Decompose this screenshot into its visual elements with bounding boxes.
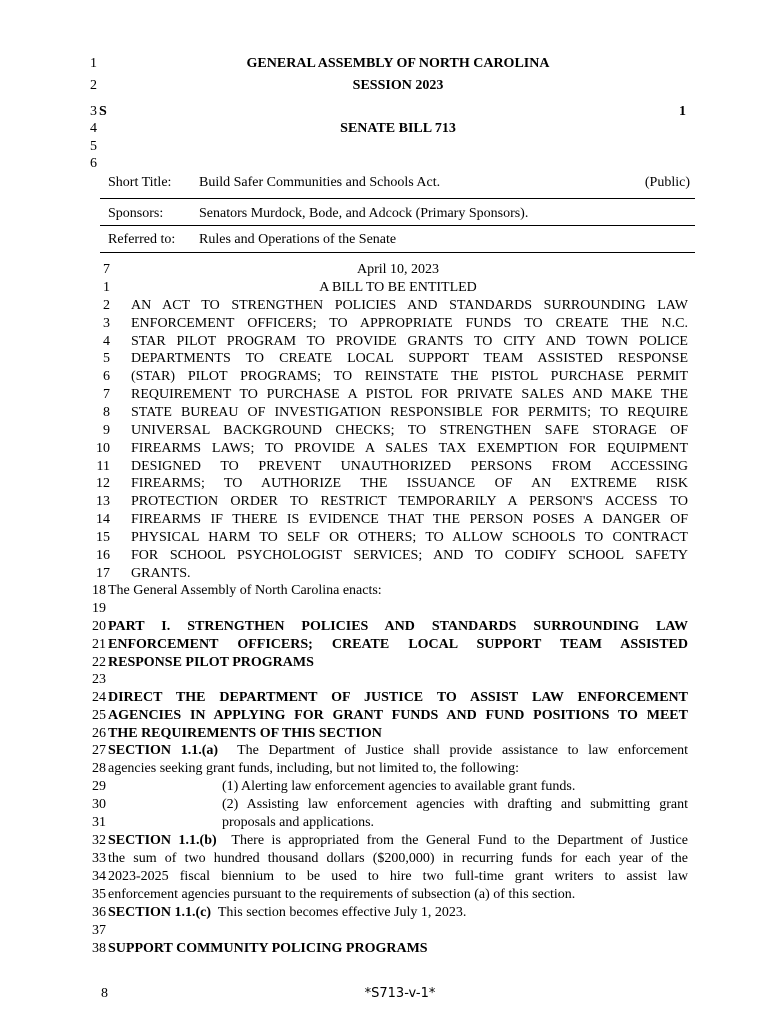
section-1-1-c <box>0 904 770 922</box>
act-title-line <box>0 279 770 297</box>
referred-label: Referred to: <box>108 232 176 247</box>
section-body-text: the sum of two hundred thousand dollars ($200,000) in recurring funds for each year of the <box>108 851 688 866</box>
act-title-line <box>0 547 770 565</box>
line-number: 5 <box>103 351 110 367</box>
part-heading-text: ENFORCEMENT OFFICERS; CREATE LOCAL SUPPORT TEAM ASSISTED <box>108 636 688 652</box>
line-number: 20 <box>92 619 106 634</box>
line-number: 17 <box>96 565 110 581</box>
list-item-cont <box>0 814 770 832</box>
act-title-text: PHYSICAL HARM TO SELF OR OTHERS; TO ALLOW SCHOOLS TO CONTRACT <box>131 529 688 545</box>
list-item <box>0 778 770 796</box>
session-title: SESSION 2023 <box>352 78 444 93</box>
line-number: 33 <box>92 851 106 866</box>
sponsors-label: Sponsors: <box>108 206 164 221</box>
referred-to: Rules and Operations of the Senate <box>199 232 397 247</box>
section-body: There is appropriated from the General Fund to the Department of Justice <box>231 833 688 848</box>
page-number: 8 <box>101 986 108 1001</box>
section-body: This section becomes effective July 1, 2023. <box>217 905 467 920</box>
part-heading-text: RESPONSE PILOT PROGRAMS <box>108 654 314 670</box>
line-number: 31 <box>92 815 106 830</box>
line-number: 13 <box>96 494 110 510</box>
line-number: 2 <box>90 78 97 93</box>
list-item-text: proposals and applications. <box>222 815 375 830</box>
line-number: 22 <box>92 654 106 670</box>
section-heading-text: THE REQUIREMENTS OF THIS SECTION <box>108 725 382 741</box>
date-line <box>0 261 770 279</box>
support-heading: SUPPORT COMMUNITY POLICING PROGRAMS <box>108 941 428 956</box>
line-number: 28 <box>92 761 106 776</box>
list-item-text: (1) Alerting law enforcement agencies to available grant funds. <box>222 779 576 794</box>
part-heading-text: PART I. STRENGTHEN POLICIES AND STANDARDS SURROUNDING LAW <box>108 619 688 634</box>
line-number: 1 <box>103 280 110 295</box>
act-title-text: (STAR) PILOT PROGRAMS; TO REINSTATE THE PISTOL PURCHASE PERMIT <box>131 369 688 385</box>
line-number: 35 <box>92 886 106 902</box>
act-title-line <box>0 565 770 583</box>
section-label: SECTION 1.1.(c) <box>108 905 212 920</box>
act-title-line <box>0 422 770 440</box>
line-number: 10 <box>96 440 110 456</box>
line-number: 26 <box>92 725 106 741</box>
act-title-line <box>0 386 770 404</box>
act-title-text: PROTECTION ORDER TO RESTRICT TEMPORARILY A PERSON'S ACCESS TO <box>131 494 688 510</box>
bill-date: April 10, 2023 <box>356 262 440 277</box>
act-title-text: FIREARMS LAWS; TO PROVIDE A SALES TAX EXEMPTION FOR EQUIPMENT <box>131 440 688 456</box>
act-title-text: FIREARMS IF THERE IS EVIDENCE THAT THE PERSON POSES A DANGER OF <box>131 512 688 528</box>
line-number: 3 <box>90 104 97 119</box>
line-number: 4 <box>103 333 110 349</box>
act-title-text: FIREARMS; TO AUTHORIZE THE ISSUANCE OF AN EXTREME RISK <box>131 476 688 492</box>
section-body: The Department of Justice shall provide assistance to law enforcement <box>237 743 688 758</box>
act-title-line <box>0 475 770 493</box>
entitled-heading: A BILL TO BE ENTITLED <box>319 280 477 295</box>
line-number: 6 <box>103 369 110 385</box>
line-number: 38 <box>92 941 106 956</box>
part-heading-line <box>0 654 770 672</box>
list-item-text: (2) Assisting law enforcement agencies with drafting and submitting grant <box>222 797 688 812</box>
act-title-text: AN ACT TO STRENGTHEN POLICIES AND STANDARDS SURROUNDING LAW <box>131 297 688 313</box>
line-number: 14 <box>96 512 110 528</box>
line-number: 37 <box>92 923 106 938</box>
part-heading-line <box>0 618 770 636</box>
act-title-line <box>0 458 770 476</box>
line-number: 25 <box>92 707 106 723</box>
section-1-1-a-cont <box>0 760 770 778</box>
enacting-line <box>0 582 770 600</box>
line-number: 32 <box>92 833 106 848</box>
line-number: 16 <box>96 547 110 563</box>
section-heading-line <box>0 725 770 743</box>
section-body-line <box>0 868 770 886</box>
blank-line <box>0 922 770 940</box>
act-title-text: UNIVERSAL BACKGROUND CHECKS; TO STRENGTHEN SAFE STORAGE OF <box>131 422 688 438</box>
assembly-title: GENERAL ASSEMBLY OF NORTH CAROLINA <box>246 56 550 71</box>
short-title-label: Short Title: <box>108 175 172 190</box>
act-title-line <box>0 368 770 386</box>
act-title-text: ENFORCEMENT OFFICERS; TO APPROPRIATE FUNDS TO CREATE THE N.C. <box>131 315 688 331</box>
section-1-1-a <box>0 742 770 760</box>
divider <box>100 225 695 226</box>
line-number: 5 <box>90 139 97 154</box>
section-heading-text: AGENCIES IN APPLYING FOR GRANT FUNDS AND FUND POSITIONS TO MEET <box>108 707 688 723</box>
act-title-line <box>0 350 770 368</box>
act-title-line <box>0 529 770 547</box>
section-body-line <box>0 850 770 868</box>
blank-line <box>0 600 770 618</box>
chamber-number: 1 <box>679 104 686 119</box>
act-title-line <box>0 440 770 458</box>
section-1-1-b <box>0 832 770 850</box>
act-title-line <box>0 511 770 529</box>
line-number: 6 <box>90 156 97 171</box>
public-tag: (Public) <box>644 175 690 190</box>
act-title-text: DESIGNED TO PREVENT UNAUTHORIZED PERSONS FROM ACCESSING <box>131 458 688 474</box>
line-number: 7 <box>103 387 110 403</box>
act-title-text: GRANTS. <box>131 565 191 581</box>
list-item <box>0 796 770 814</box>
part-heading-line <box>0 636 770 654</box>
line-number: 12 <box>96 476 110 492</box>
section-heading-line <box>0 707 770 725</box>
divider <box>100 198 695 199</box>
act-title-text: REQUIREMENT TO PURCHASE A PISTOL FOR PRIVATE SALES AND MAKE THE <box>131 387 688 403</box>
line-number: 1 <box>90 56 97 71</box>
act-title-line <box>0 404 770 422</box>
line-number: 29 <box>92 779 106 794</box>
section-body: agencies seeking grant funds, including, but not limited to, the following: <box>108 761 519 776</box>
line-number: 11 <box>96 458 110 474</box>
act-title-line <box>0 333 770 351</box>
line-number: 7 <box>103 262 110 277</box>
section-text <box>108 832 688 850</box>
line-number: 24 <box>92 690 106 705</box>
line-number: 36 <box>92 905 106 920</box>
support-heading-line <box>0 940 770 958</box>
section-heading-text: DIRECT THE DEPARTMENT OF JUSTICE TO ASSIST LAW ENFORCEMENT <box>108 690 688 705</box>
line-number: 15 <box>96 529 110 545</box>
line-number: 23 <box>92 672 106 687</box>
line-number: 9 <box>103 422 110 438</box>
act-title-text: FOR SCHOOL PSYCHOLOGIST SERVICES; AND TO CODIFY SCHOOL SAFETY <box>131 547 688 563</box>
line-number: 18 <box>92 583 106 598</box>
act-title-line <box>0 315 770 333</box>
line-number: 19 <box>92 601 106 616</box>
act-title-line <box>0 493 770 511</box>
line-number: 2 <box>103 297 110 313</box>
section-body-line <box>0 886 770 904</box>
line-number: 27 <box>92 743 106 758</box>
enacting-clause: The General Assembly of North Carolina enacts: <box>108 583 382 598</box>
sponsors: Senators Murdock, Bode, and Adcock (Primary Sponsors). <box>199 206 529 221</box>
section-label: SECTION 1.1.(a) <box>108 743 219 758</box>
line-number: 21 <box>92 636 106 652</box>
line-number: 4 <box>90 121 97 136</box>
section-label: SECTION 1.1.(b) <box>108 833 217 848</box>
line-number: 3 <box>103 315 110 331</box>
bill-barcode-id: *S713-v-1* <box>364 986 436 1001</box>
section-text <box>108 904 466 922</box>
line-number: 30 <box>92 797 106 812</box>
section-body-text: 2023-2025 fiscal biennium to be used to hire two full-time grant writers to assist law <box>108 868 688 884</box>
line-number: 8 <box>103 404 110 420</box>
section-text <box>108 742 688 760</box>
chamber-letter: S <box>99 104 107 119</box>
act-title-line <box>0 297 770 315</box>
blank-line <box>0 671 770 689</box>
act-title-text: STATE BUREAU OF INVESTIGATION RESPONSIBLE FOR PERMITS; TO REQUIRE <box>131 404 688 420</box>
section-heading-line <box>0 689 770 707</box>
divider <box>100 252 695 253</box>
act-title-text: DEPARTMENTS TO CREATE LOCAL SUPPORT TEAM ASSISTED RESPONSE <box>131 351 688 367</box>
bill-number: SENATE BILL 713 <box>340 121 456 136</box>
line-number: 34 <box>92 868 106 884</box>
act-title-text: STAR PILOT PROGRAM TO PROVIDE GRANTS TO CITY AND TOWN POLICE <box>131 333 688 349</box>
section-body-text: enforcement agencies pursuant to the requirements of subsection (a) of this section. <box>108 886 576 902</box>
short-title: Build Safer Communities and Schools Act. <box>199 175 441 190</box>
